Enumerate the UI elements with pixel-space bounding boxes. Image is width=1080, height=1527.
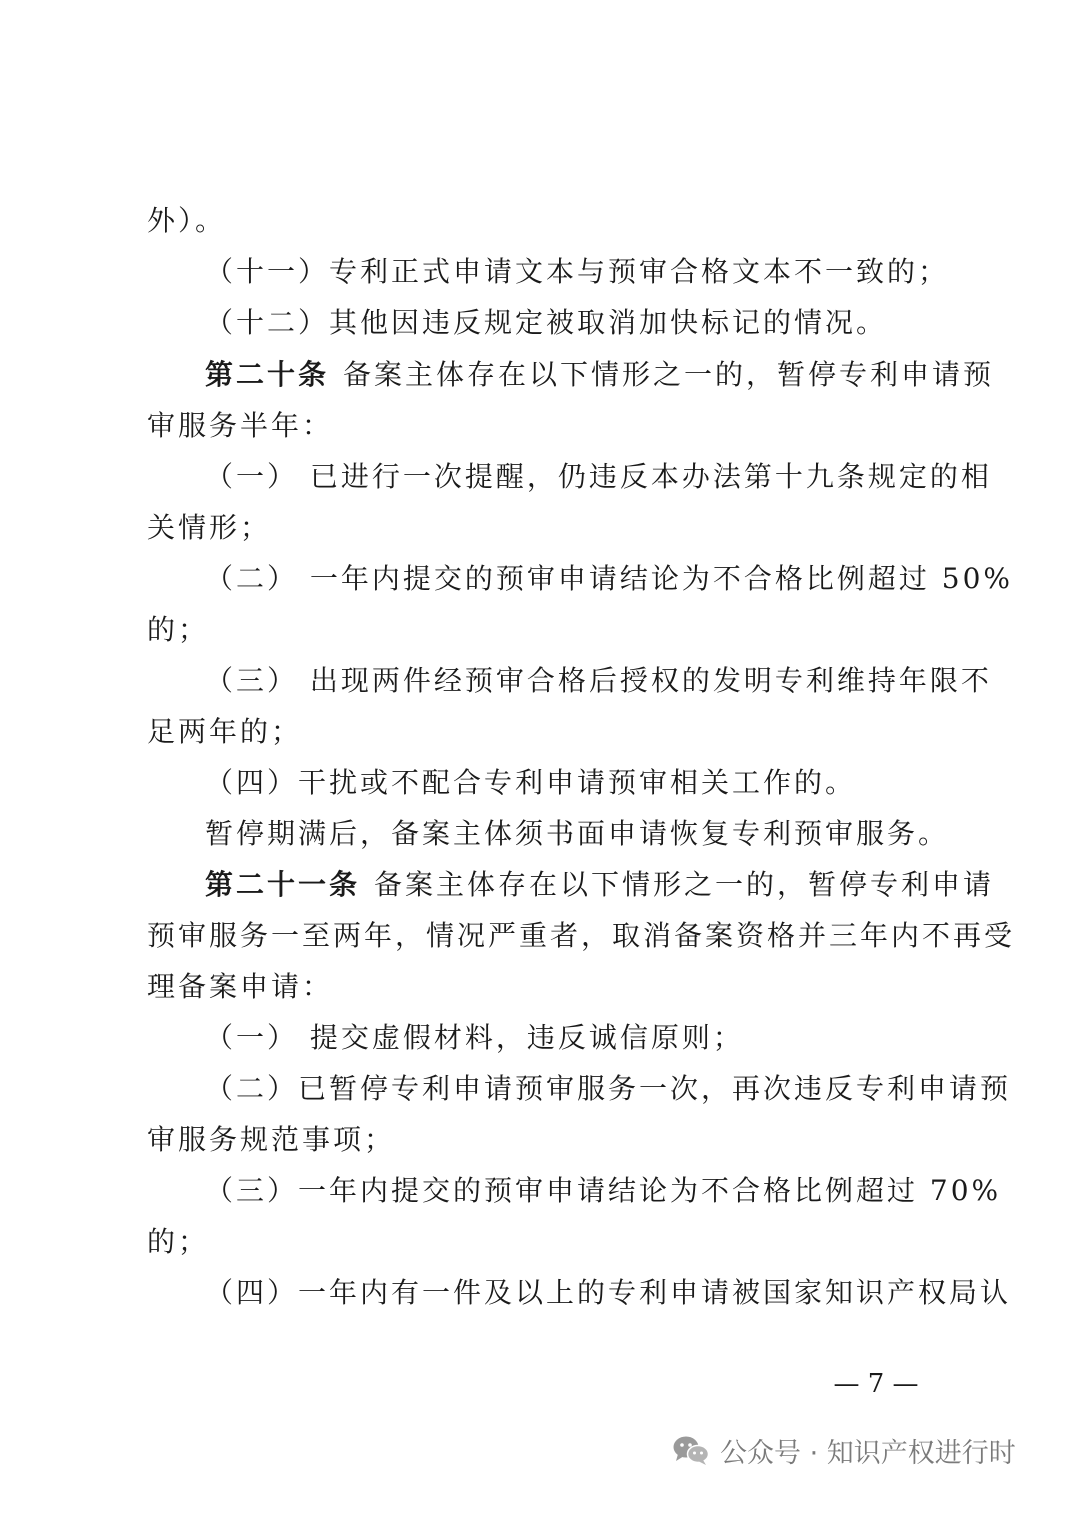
text-line: 审服务半年： bbox=[147, 409, 334, 442]
text-line: 关情形； bbox=[147, 511, 272, 544]
text-line: （三）一年内提交的预审申请结论为不合格比例超过 70% bbox=[205, 1174, 1002, 1207]
text-line: （二）已暂停专利申请预审服务一次，再次违反专利申请预 bbox=[205, 1072, 1012, 1105]
article-line: 第二十条 备案主体存在以下情形之一的，暂停专利申请预 bbox=[205, 358, 995, 391]
article-heading: 第二十条 bbox=[205, 358, 330, 391]
text-line: 足两年的； bbox=[147, 715, 303, 748]
text-line: （十一）专利正式申请文本与预审合格文本不一致的； bbox=[205, 255, 950, 288]
text-line: 审服务规范事项； bbox=[147, 1123, 396, 1156]
text-line: 理备案申请： bbox=[147, 970, 334, 1003]
text-line: 的； bbox=[147, 613, 210, 646]
text-line: 预审服务一至两年，情况严重者，取消备案资格并三年内不再受 bbox=[147, 919, 1016, 952]
watermark bbox=[672, 1430, 1016, 1470]
watermark-text: 公众号 · 知识产权进行时 bbox=[720, 1437, 1016, 1469]
text-line: （四）一年内有一件及以上的专利申请被国家知识产权局认 bbox=[205, 1276, 1012, 1309]
text-line: （十二）其他因违反规定被取消加快标记的情况。 bbox=[205, 306, 888, 339]
text-line: （一） 提交虚假材料，违反诚信原则； bbox=[205, 1021, 744, 1054]
text-line: 暂停期满后，备案主体须书面申请恢复专利预审服务。 bbox=[205, 817, 950, 850]
page-number: — 7 — bbox=[833, 1369, 919, 1399]
text-line: （二） 一年内提交的预审申请结论为不合格比例超过 50% bbox=[205, 562, 1014, 595]
text-line: （三） 出现两件经预审合格后授权的发明专利维持年限不 bbox=[205, 664, 992, 697]
text-line: （四）干扰或不配合专利申请预审相关工作的。 bbox=[205, 766, 857, 799]
article-heading: 第二十一条 bbox=[205, 868, 361, 901]
article-line: 第二十一条 备案主体存在以下情形之一的，暂停专利申请 bbox=[205, 868, 995, 901]
wechat-icon bbox=[672, 1434, 710, 1466]
text-line: （一） 已进行一次提醒，仍违反本办法第十九条规定的相 bbox=[205, 460, 992, 493]
text-line: 的； bbox=[147, 1225, 210, 1258]
text-line: 外）。 bbox=[147, 204, 227, 237]
